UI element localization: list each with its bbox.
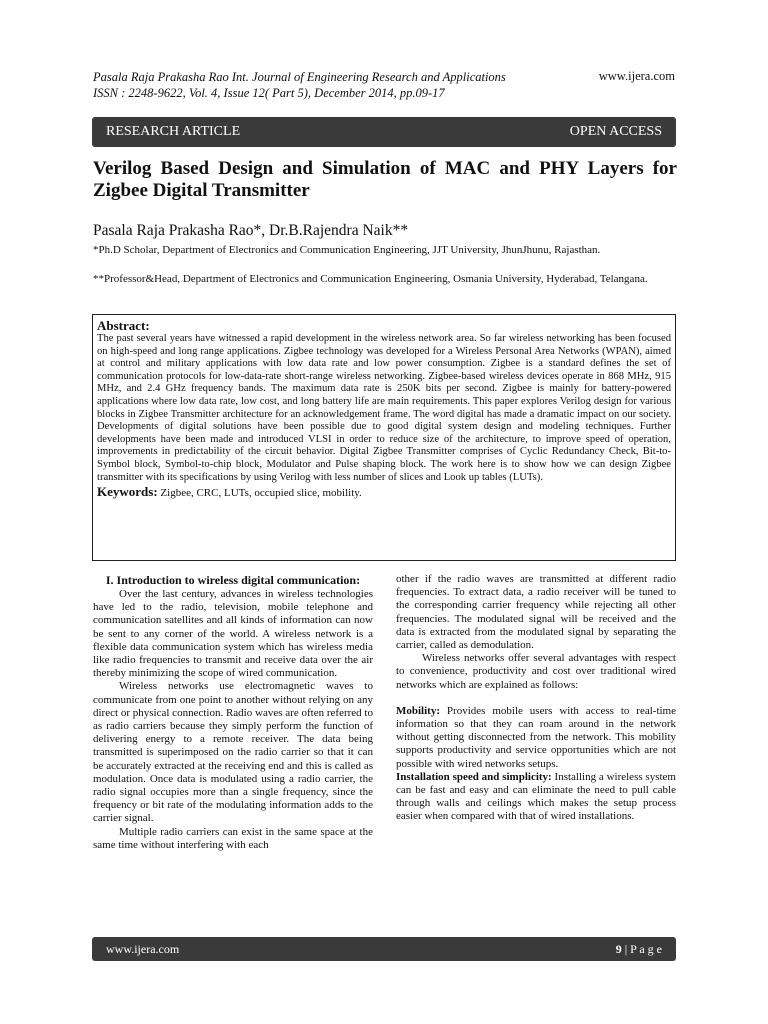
installation-term: Installation speed and simplicity: xyxy=(396,770,552,783)
page-word: | P a g e xyxy=(621,941,662,956)
section-heading: I. Introduction to wireless digital communication: xyxy=(105,573,361,587)
footer-website[interactable]: www.ijera.com xyxy=(106,941,180,956)
mobility-term: Mobility: xyxy=(396,704,440,717)
article-type: RESEARCH ARTICLE xyxy=(106,124,241,139)
keywords-label: Keywords: xyxy=(97,484,158,500)
journal-issn: ISSN : 2248-9622, Vol. 4, Issue 12( Part 5), December 2014, pp.09-17 xyxy=(93,86,445,100)
article-banner xyxy=(92,117,676,147)
header-website[interactable]: www.ijera.com xyxy=(598,69,675,83)
paragraph: Multiple radio carriers can exist in the same space at the same time without interfering with each xyxy=(93,825,373,851)
keywords xyxy=(97,485,671,500)
page-number xyxy=(616,942,662,957)
paragraph: Over the last century, advances in wireless technologies have led to the radio, television, mobile telephone and communication satellites and all kinds of information can now be sent to any corner of the world. A wireless network is a flexible data communication system which has wireless media like radio frequencies to transmit and receive data over the air thereby minimizing the scope of wired communication. xyxy=(93,588,373,680)
right-column xyxy=(396,573,676,824)
author-list: Pasala Raja Prakasha Rao*, Dr.B.Rajendra Naik** xyxy=(93,222,409,239)
journal-citation xyxy=(93,69,506,101)
page-footer xyxy=(92,937,676,961)
abstract-heading: Abstract: xyxy=(97,318,150,333)
affiliation-2: **Professor&Head, Department of Electronics and Communication Engineering, Osmania University, Hyderabad, Telangana. xyxy=(93,273,648,285)
paragraph: other if the radio waves are transmitted at different radio frequencies. To extract data, a radio receiver will be tuned to the corresponding carrier frequency while rejecting all other frequencies. The modulated signal will be received and the data is extracted from the modulated signal by separating the carrier, called as demodulation. xyxy=(396,573,676,652)
paragraph: Wireless networks use electromagnetic waves to communicate from one point to another without relying on any direct or physical connection. Radio waves are often referred to as radio carriers because they simply perform the function of delivering energy to a remote receiver. The data being transmitted is superimposed on the radio carrier so that it can be accurately extracted at the receiving end and this is called as modulation. Once data is modulated using a radio carrier, the radio signal occupies more than a single frequency, since the frequency or bit rate of the modulating information adds to the carrier signal. xyxy=(93,680,373,825)
mobility-text: Provides mobile users with access to real-time information so that they can roam around in the network without getting disconnected from the network. This mobility supports productivity and service opportunities which are not possible with wired networks setups. xyxy=(396,704,676,770)
left-column xyxy=(93,573,373,852)
paragraph-gap xyxy=(396,692,676,705)
paragraph: Wireless networks offer several advantages with respect to convenience, productivity and cost over traditional wired networks which are explained as follows: xyxy=(396,652,676,691)
journal-name: Pasala Raja Prakasha Rao Int. Journal of Engineering Research and Applications xyxy=(93,70,506,84)
keywords-list: Zigbee, CRC, LUTs, occupied slice, mobility. xyxy=(157,487,362,500)
abstract-text: The past several years have witnessed a rapid development in the wireless network area. So far wireless networking has been focused on high-speed and long range applications. Zigbee technology was developed for a Wireless Personal Area Networks (WPAN), aimed at control and military applications with low data rate and low power consumption. Zigbee is a standard defines the set of communication protocols for low-data-rate short-range wireless networking. Zigbee-based wireless devices operate in 868 MHz, 915 MHz, and 2.4 GHz frequency bands. The maximum data rate is 250K bits per second. Zigbee is mainly for battery-powered applications where low data rate, low cost, and long battery life are main requirements. This paper explores Verilog design for various blocks in Zigbee Transmitter architecture for an acknowledgement frame. The word digital has made a dramatic impact on our society. Developments of digital solutions have been possible due to good digital system design and modeling techniques. Further developments have been made and introduced VLSI in order to reduce size of the architecture, to improve speed of operation, improvements in predictability of the circuit behavior. Digital Zigbee Transmitter comprises of Cyclic Redundancy Check, Bit-to-Symbol block, Symbol-to-chip block, Modulator and Pulse shaping block. The work here is to show how we can design Zigbee transmitter with its specifications by using Verilog with less number of slices and Look up tables (LUTs). xyxy=(97,333,671,483)
paper-title: Verilog Based Design and Simulation of MAC and PHY Layers for Zigbee Digital Transmitter xyxy=(93,158,677,201)
installation-text: Installing a wireless system can be fast and easy and can eliminate the need to pull cable through walls and ceilings which makes the setup process easier when compared with that of wired installations. xyxy=(396,770,676,823)
affiliation-1: *Ph.D Scholar, Department of Electronics and Communication Engineering, JJT University, JhunJhunu, Rajasthan. xyxy=(93,244,601,256)
access-type: OPEN ACCESS xyxy=(569,124,662,139)
mobility-paragraph xyxy=(396,705,676,771)
page-num: 9 xyxy=(615,941,622,956)
abstract-box xyxy=(92,314,676,561)
installation-paragraph xyxy=(396,771,676,824)
